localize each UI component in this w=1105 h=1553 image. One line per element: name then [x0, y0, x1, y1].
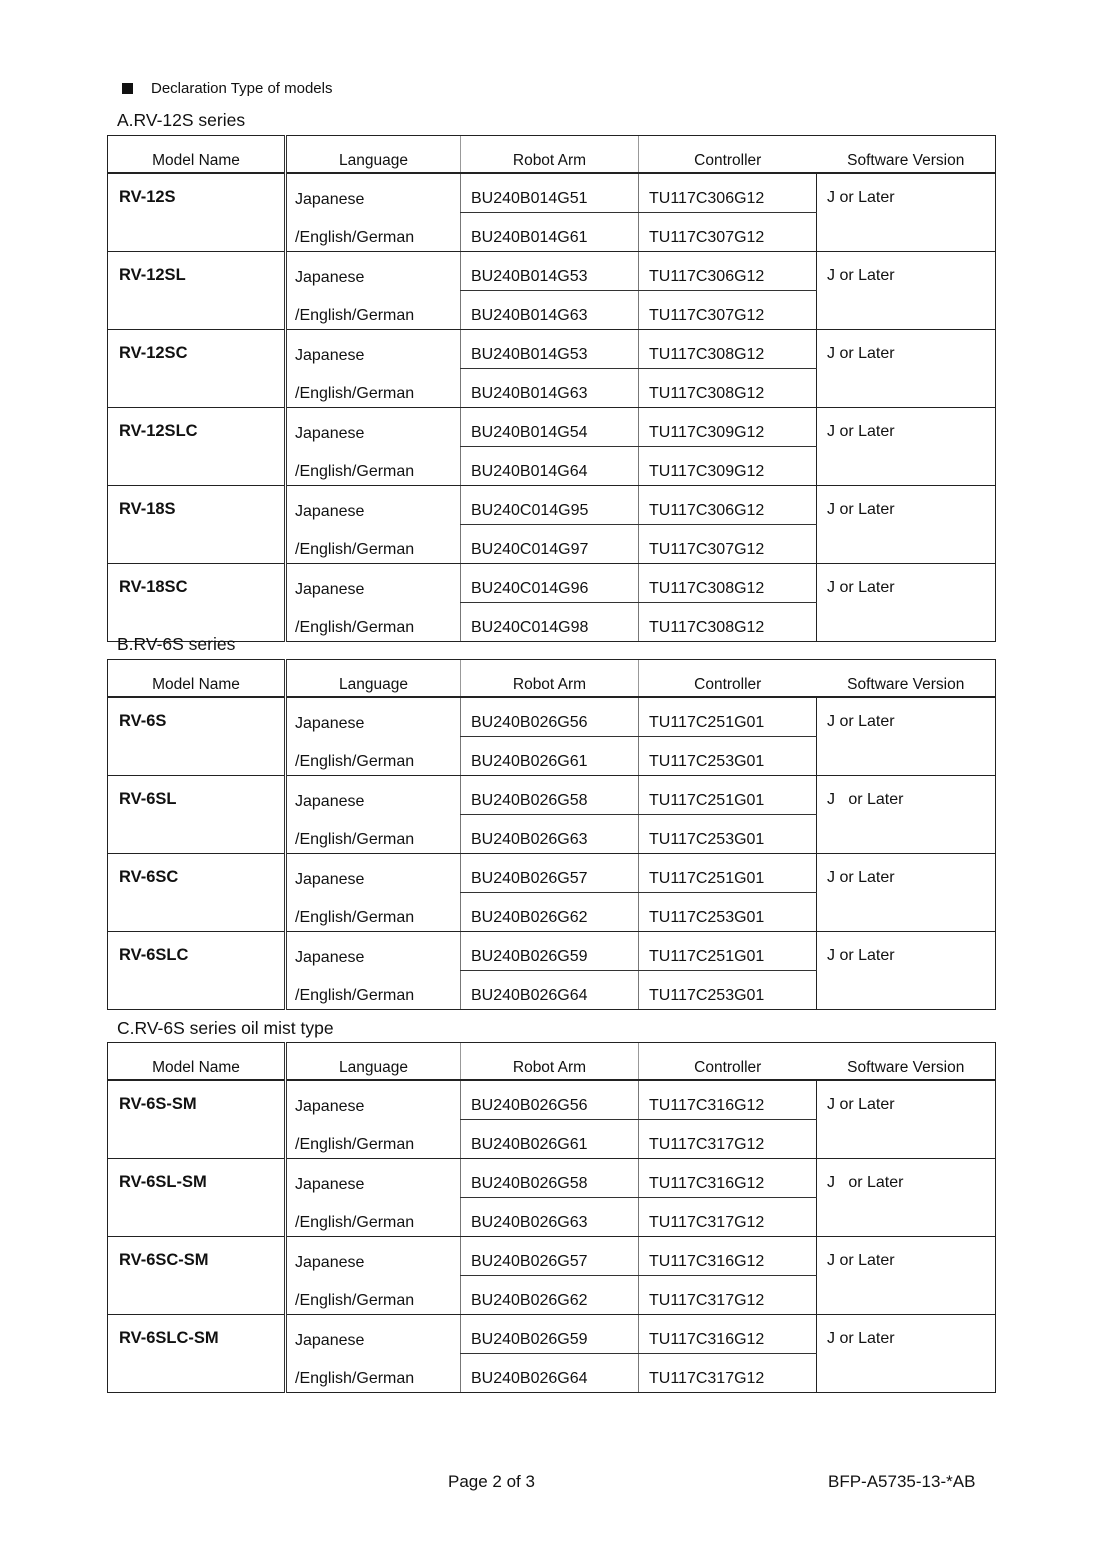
- language-cell: /English/German: [286, 1276, 461, 1315]
- table-row: [108, 854, 996, 893]
- column-header-lang: Language: [286, 1043, 461, 1081]
- table-row: [108, 173, 996, 213]
- robot-arm-cell: BU240B026G63: [461, 1198, 639, 1237]
- controller-cell: TU117C251G01: [639, 697, 817, 737]
- controller-cell: TU117C308G12: [639, 330, 817, 369]
- declaration-heading-text: Declaration Type of models: [151, 80, 333, 97]
- language-cell: /English/German: [286, 893, 461, 932]
- robot-arm-cell: BU240B026G64: [461, 1354, 639, 1393]
- model-name-cell: RV-18S: [108, 486, 286, 564]
- robot-arm-cell: BU240B026G62: [461, 1276, 639, 1315]
- controller-cell: TU117C251G01: [639, 932, 817, 971]
- software-version-cell: J or Later: [817, 173, 996, 252]
- model-name-cell: RV-6S-SM: [108, 1080, 286, 1159]
- model-name-cell: RV-6SLC-SM: [108, 1315, 286, 1393]
- controller-cell: TU117C307G12: [639, 213, 817, 252]
- column-header-model: Model Name: [108, 136, 286, 174]
- language-cell: /English/German: [286, 291, 461, 330]
- robot-arm-cell: BU240C014G97: [461, 525, 639, 564]
- controller-cell: TU117C306G12: [639, 173, 817, 213]
- language-cell: Japanese: [295, 1253, 365, 1271]
- software-version-cell: J or Later: [817, 697, 996, 776]
- robot-arm-cell: BU240B026G57: [461, 1237, 639, 1276]
- model-name-cell: RV-18SC: [108, 564, 286, 642]
- table-row: [108, 408, 996, 447]
- column-header-lang: Language: [286, 136, 461, 174]
- model-name-cell: RV-6SC: [108, 854, 286, 932]
- language-cell: /English/German: [286, 737, 461, 776]
- robot-arm-cell: BU240B014G63: [461, 291, 639, 330]
- language-cell: /English/German: [286, 525, 461, 564]
- table-row: [108, 1080, 996, 1120]
- robot-arm-cell: BU240B026G56: [461, 1080, 639, 1120]
- model-name-cell: RV-6SL: [108, 776, 286, 854]
- robot-arm-cell: BU240B026G61: [461, 737, 639, 776]
- controller-cell: TU117C251G01: [639, 776, 817, 815]
- series-title: A.RV-12S series: [117, 110, 246, 130]
- language-cell: /English/German: [286, 213, 461, 252]
- controller-cell: TU117C317G12: [639, 1198, 817, 1237]
- model-name-cell: RV-6SL-SM: [108, 1159, 286, 1237]
- model-name-cell: RV-12SL: [108, 252, 286, 330]
- table-row: [108, 1315, 996, 1354]
- language-cell: Japanese: [295, 346, 365, 364]
- column-header-ctl: Controller: [639, 136, 817, 174]
- software-version-cell: J or Later: [817, 252, 996, 330]
- language-cell: Japanese: [295, 870, 365, 888]
- language-cell: Japanese: [295, 714, 365, 732]
- controller-cell: TU117C308G12: [639, 603, 817, 642]
- controller-cell: TU117C253G01: [639, 971, 817, 1010]
- controller-cell: TU117C317G12: [639, 1276, 817, 1315]
- model-name-cell: RV-12SC: [108, 330, 286, 408]
- table-row: [108, 932, 996, 971]
- controller-cell: TU117C316G12: [639, 1237, 817, 1276]
- table-row: [108, 1159, 996, 1198]
- page-number: Page 2 of 3: [448, 1472, 535, 1491]
- column-header-model: Model Name: [108, 660, 286, 698]
- table-row: [108, 486, 996, 525]
- robot-arm-cell: BU240B026G56: [461, 697, 639, 737]
- robot-arm-cell: BU240B014G53: [461, 330, 639, 369]
- language-cell: /English/German: [286, 971, 461, 1010]
- column-header-arm: Robot Arm: [461, 660, 639, 698]
- table-header-row: [108, 660, 996, 698]
- software-version-cell: J or Later: [817, 1159, 996, 1237]
- controller-cell: TU117C251G01: [639, 854, 817, 893]
- controller-cell: TU117C306G12: [639, 252, 817, 291]
- software-version-cell: J or Later: [817, 1080, 996, 1159]
- robot-arm-cell: BU240B026G57: [461, 854, 639, 893]
- controller-cell: TU117C317G12: [639, 1120, 817, 1159]
- robot-arm-cell: BU240B026G59: [461, 932, 639, 971]
- table-header-row: [108, 136, 996, 174]
- column-header-sw: Software Version: [817, 136, 996, 174]
- model-table: [107, 659, 996, 1010]
- language-cell: Japanese: [295, 1331, 365, 1349]
- software-version-cell: J or Later: [817, 330, 996, 408]
- controller-cell: TU117C309G12: [639, 408, 817, 447]
- software-version-cell: J or Later: [817, 564, 996, 642]
- language-cell: Japanese: [295, 580, 365, 598]
- table-row: [108, 252, 996, 291]
- software-version-cell: J or Later: [817, 486, 996, 564]
- controller-cell: TU117C253G01: [639, 815, 817, 854]
- model-name-cell: RV-6SLC: [108, 932, 286, 1010]
- robot-arm-cell: BU240B026G62: [461, 893, 639, 932]
- controller-cell: TU117C309G12: [639, 447, 817, 486]
- table-row: [108, 564, 996, 603]
- controller-cell: TU117C253G01: [639, 893, 817, 932]
- software-version-cell: J or Later: [817, 932, 996, 1010]
- robot-arm-cell: BU240B014G61: [461, 213, 639, 252]
- robot-arm-cell: BU240C014G96: [461, 564, 639, 603]
- software-version-cell: J or Later: [817, 1315, 996, 1393]
- column-header-model: Model Name: [108, 1043, 286, 1081]
- robot-arm-cell: BU240C014G95: [461, 486, 639, 525]
- software-version-cell: J or Later: [817, 854, 996, 932]
- language-cell: Japanese: [295, 1175, 365, 1193]
- model-name-cell: RV-12SLC: [108, 408, 286, 486]
- robot-arm-cell: BU240C014G98: [461, 603, 639, 642]
- robot-arm-cell: BU240B014G64: [461, 447, 639, 486]
- language-cell: Japanese: [295, 948, 365, 966]
- table-row: [108, 330, 996, 369]
- table-header-row: [108, 1043, 996, 1081]
- software-version-cell: J or Later: [817, 408, 996, 486]
- controller-cell: TU117C317G12: [639, 1354, 817, 1393]
- robot-arm-cell: BU240B014G54: [461, 408, 639, 447]
- controller-cell: TU117C253G01: [639, 737, 817, 776]
- robot-arm-cell: BU240B014G53: [461, 252, 639, 291]
- controller-cell: TU117C316G12: [639, 1080, 817, 1120]
- column-header-lang: Language: [286, 660, 461, 698]
- model-name-cell: RV-12S: [108, 173, 286, 252]
- language-cell: /English/German: [286, 1198, 461, 1237]
- robot-arm-cell: BU240B026G58: [461, 776, 639, 815]
- controller-cell: TU117C316G12: [639, 1159, 817, 1198]
- language-cell: Japanese: [295, 1097, 365, 1115]
- language-cell: Japanese: [295, 502, 365, 520]
- robot-arm-cell: BU240B026G59: [461, 1315, 639, 1354]
- table-row: [108, 776, 996, 815]
- model-table: [107, 1042, 996, 1393]
- column-header-arm: Robot Arm: [461, 1043, 639, 1081]
- software-version-cell: J or Later: [817, 1237, 996, 1315]
- language-cell: /English/German: [286, 1354, 461, 1393]
- series-title: C.RV-6S series oil mist type: [117, 1018, 334, 1038]
- table-row: [108, 697, 996, 737]
- robot-arm-cell: BU240B026G64: [461, 971, 639, 1010]
- language-cell: Japanese: [295, 190, 365, 208]
- controller-cell: TU117C308G12: [639, 564, 817, 603]
- robot-arm-cell: BU240B026G63: [461, 815, 639, 854]
- model-name-cell: RV-6S: [108, 697, 286, 776]
- column-header-arm: Robot Arm: [461, 136, 639, 174]
- language-cell: /English/German: [286, 447, 461, 486]
- controller-cell: TU117C306G12: [639, 486, 817, 525]
- language-cell: /English/German: [286, 1120, 461, 1159]
- table-row: [108, 1237, 996, 1276]
- column-header-ctl: Controller: [639, 1043, 817, 1081]
- column-header-sw: Software Version: [817, 1043, 996, 1081]
- software-version-cell: J or Later: [817, 776, 996, 854]
- square-bullet-icon: [122, 83, 133, 94]
- robot-arm-cell: BU240B014G51: [461, 173, 639, 213]
- model-name-cell: RV-6SC-SM: [108, 1237, 286, 1315]
- robot-arm-cell: BU240B026G58: [461, 1159, 639, 1198]
- controller-cell: TU117C316G12: [639, 1315, 817, 1354]
- language-cell: Japanese: [295, 268, 365, 286]
- robot-arm-cell: BU240B026G61: [461, 1120, 639, 1159]
- robot-arm-cell: BU240B014G63: [461, 369, 639, 408]
- controller-cell: TU117C307G12: [639, 291, 817, 330]
- column-header-ctl: Controller: [639, 660, 817, 698]
- language-cell: Japanese: [295, 424, 365, 442]
- document-id: BFP-A5735-13-*AB: [828, 1472, 976, 1491]
- model-table: [107, 135, 996, 642]
- language-cell: /English/German: [286, 603, 461, 642]
- language-cell: /English/German: [286, 369, 461, 408]
- controller-cell: TU117C307G12: [639, 525, 817, 564]
- series-title: B.RV-6S series: [117, 634, 236, 654]
- language-cell: Japanese: [295, 792, 365, 810]
- language-cell: /English/German: [286, 815, 461, 854]
- declaration-heading: [122, 80, 333, 97]
- column-header-sw: Software Version: [817, 660, 996, 698]
- controller-cell: TU117C308G12: [639, 369, 817, 408]
